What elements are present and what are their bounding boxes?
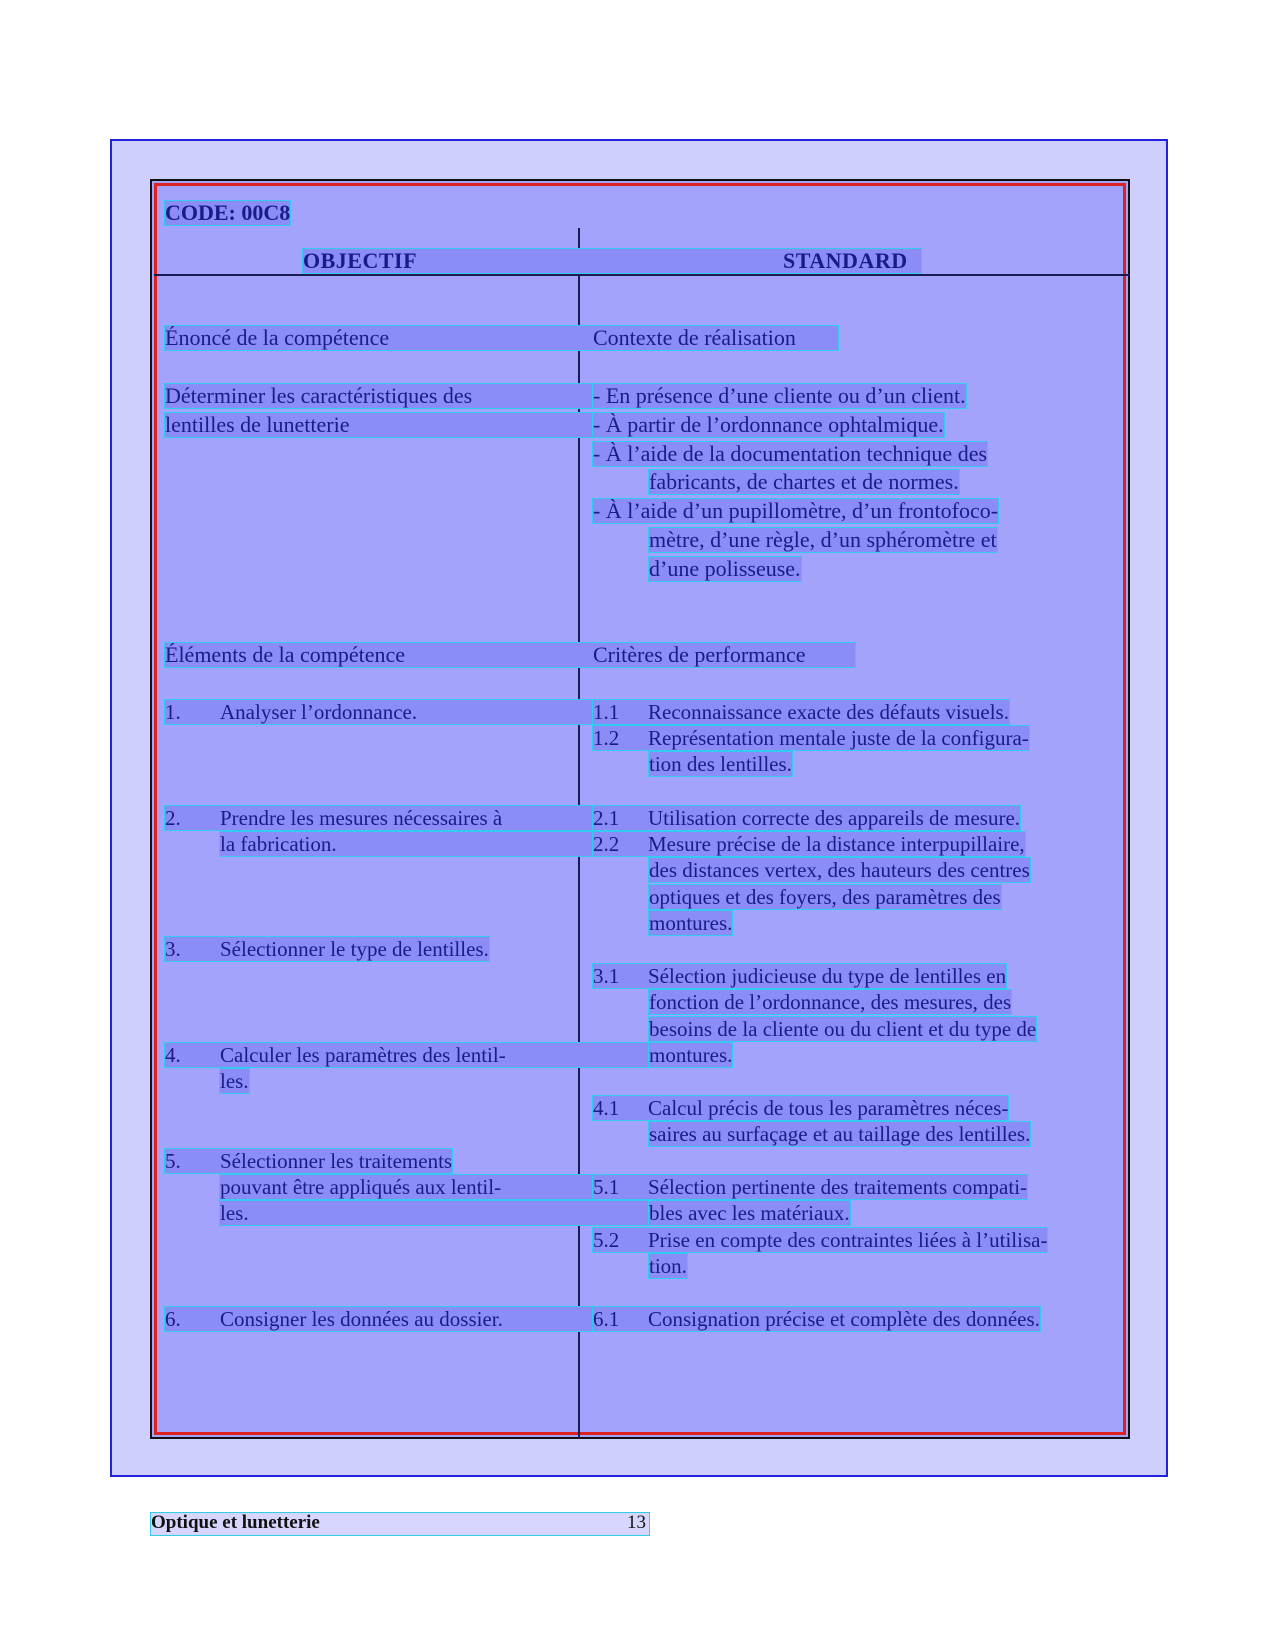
contexte-title: Contexte de réalisation	[593, 325, 796, 350]
contexte-line: - À l’aide d’un pupillomètre, d’un frontofoco-	[593, 498, 999, 523]
critere-item-6-1	[593, 1307, 1040, 1331]
enonce-line: lentilles de lunetterie	[165, 413, 593, 437]
critere-item-5-1	[593, 1175, 1027, 1199]
element-number: 5.	[165, 1149, 181, 1173]
element-text: Consigner les données au dossier.	[220, 1307, 503, 1331]
element-text: Sélectionner le type de lentilles.	[220, 937, 489, 961]
element-text: les.	[220, 1201, 649, 1225]
critere-item-4-1	[593, 1096, 1008, 1120]
critere-text: Reconnaissance exacte des défauts visuels.	[648, 700, 1009, 724]
contexte-line: mètre, d’une règle, d’un sphéromètre et	[649, 527, 997, 552]
critere-item-5-2	[593, 1228, 1047, 1252]
critere-number: 5.2	[593, 1228, 620, 1252]
element-number: 1.	[165, 700, 181, 724]
element-text: pouvant être appliqués aux lentil-	[220, 1175, 593, 1199]
element-text: la fabrication.	[220, 832, 593, 856]
critere-number: 6.1	[593, 1307, 620, 1331]
footer-title: Optique et lunetterie	[151, 1512, 320, 1533]
critere-text: Sélection judicieuse du type de lentilles en	[648, 964, 1007, 988]
element-item-6	[165, 1307, 593, 1331]
element-item-2	[165, 806, 593, 830]
critere-item-2-2	[593, 832, 1025, 856]
critere-text: saires au surfaçage et au taillage des lentilles.	[649, 1122, 1031, 1146]
element-number: 6.	[165, 1307, 181, 1331]
critere-item-1-1	[593, 700, 1009, 724]
critere-item-3-1	[593, 964, 1006, 988]
critere-number: 2.2	[593, 832, 620, 856]
element-text: les.	[220, 1069, 249, 1093]
critere-text: Représentation mentale juste de la configura-	[648, 726, 1029, 750]
contexte-line: d’une polisseuse.	[649, 556, 801, 581]
section-row-2	[165, 643, 855, 667]
element-text: Calculer les paramètres des lentil-	[220, 1043, 506, 1067]
element-text: Analyser l’ordonnance.	[220, 700, 418, 724]
critere-text: Prise en compte des contraintes liées à l’utilisa-	[648, 1228, 1048, 1252]
critere-text: Mesure précise de la distance interpupillaire,	[648, 832, 1025, 856]
element-item-5	[165, 1149, 452, 1173]
contexte-line: - En présence d’une cliente ou d’un client.	[593, 383, 966, 408]
critere-text: montures.	[649, 1043, 733, 1067]
contexte-line: - À l’aide de la documentation technique des	[593, 441, 988, 466]
element-number: 4.	[165, 1043, 181, 1067]
critere-item-1-2	[593, 726, 1029, 750]
element-item-4	[165, 1043, 649, 1067]
critere-text: Calcul précis de tous les paramètres néces-	[648, 1096, 1009, 1120]
element-text: Sélectionner les traitements	[220, 1149, 453, 1173]
section-row-1	[165, 326, 838, 350]
critere-text: bles avec les matériaux.	[649, 1201, 850, 1225]
critere-text: des distances vertex, des hauteurs des centres	[649, 858, 1030, 882]
element-number: 2.	[165, 806, 181, 830]
critere-text: Consignation précise et complète des données.	[648, 1307, 1040, 1331]
code-label: CODE: 00C8	[165, 200, 291, 225]
contexte-line: - À partir de l’ordonnance ophtalmique.	[593, 412, 944, 437]
critere-number: 1.1	[593, 700, 620, 724]
contexte-line: fabricants, de chartes et de normes.	[649, 469, 959, 494]
critere-number: 4.1	[593, 1096, 620, 1120]
enonce-title: Énoncé de la compétence	[165, 325, 390, 350]
critere-text: Utilisation correcte des appareils de mesure.	[648, 806, 1021, 830]
critere-item-2-1	[593, 806, 1020, 830]
header-objectif: OBJECTIF	[303, 248, 418, 273]
enonce-line: Déterminer les caractéristiques des	[165, 384, 593, 408]
critere-number: 1.2	[593, 726, 620, 750]
critere-text: besoins de la cliente ou du client et du type de	[649, 1017, 1037, 1041]
critere-text: optiques et des foyers, des paramètres des	[649, 885, 1001, 909]
header-bar	[303, 249, 921, 273]
critere-text: fonction de l’ordonnance, des mesures, des	[649, 990, 1012, 1014]
critere-text: montures.	[649, 911, 733, 935]
header-standard: STANDARD	[783, 248, 908, 273]
critere-number: 2.1	[593, 806, 620, 830]
critere-text: Sélection pertinente des traitements compati-	[648, 1175, 1028, 1199]
element-text: Prendre les mesures nécessaires à	[220, 806, 503, 830]
critere-text: tion.	[649, 1254, 687, 1278]
element-item-3	[165, 937, 489, 961]
critere-number: 3.1	[593, 964, 620, 988]
page-number: 13	[627, 1512, 646, 1533]
elements-title: Éléments de la compétence	[165, 642, 406, 667]
criteres-title: Critères de performance	[593, 642, 806, 667]
critere-number: 5.1	[593, 1175, 620, 1199]
header-divider	[154, 274, 1130, 276]
critere-text: tion des lentilles.	[649, 752, 792, 776]
element-item-1	[165, 700, 593, 724]
element-number: 3.	[165, 937, 181, 961]
